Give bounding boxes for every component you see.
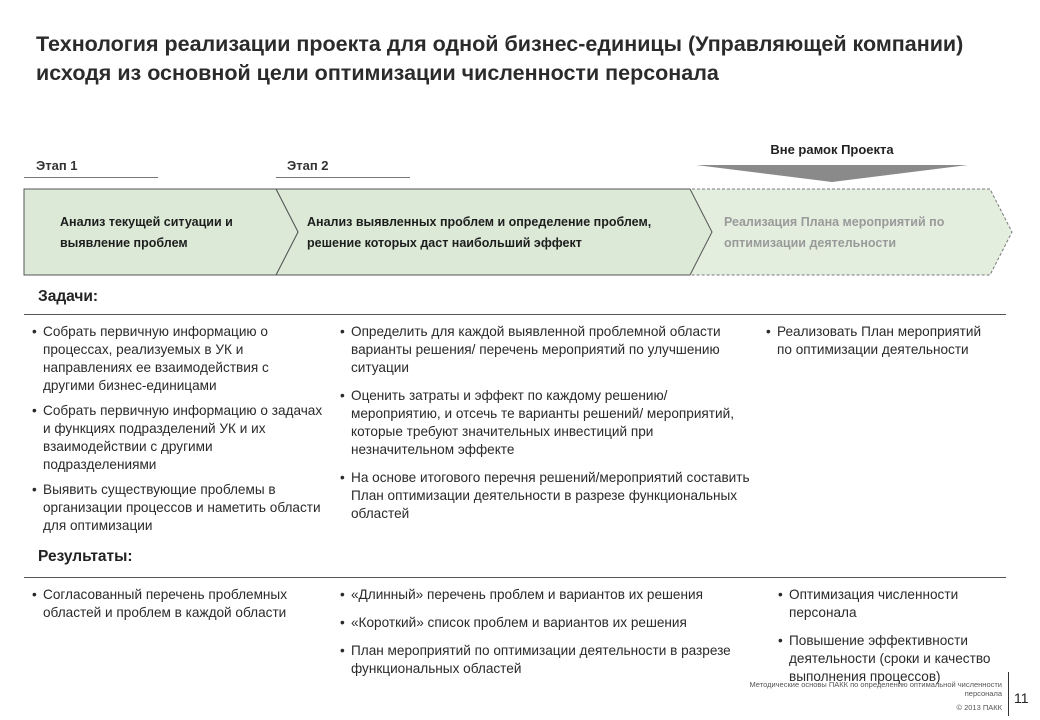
page-number: 11 <box>1014 690 1029 706</box>
page-title: Технология реализации проекта для одной бизнес-единицы (Управляющей компании) исходя из основной цели оптимизации численности персонала <box>36 32 964 85</box>
page-number-divider <box>1008 672 1009 716</box>
results-heading: Результаты: <box>38 548 133 565</box>
tasks-column-3 <box>766 323 992 366</box>
task-item: • Определить для каждой выявленной проблемной области варианты решения/ перечень мероприятий по улучшению ситуации <box>340 323 758 377</box>
task-item: • Собрать первичную информацию о задачах и функциях подразделений УК и их взаимодействии с другими подразделениями <box>32 402 324 474</box>
process-chevrons <box>0 0 1040 300</box>
results-column-2 <box>340 586 758 688</box>
chevron-1-text: Анализ текущей ситуации и выявление проблем <box>60 215 233 250</box>
result-item: • Согласованный перечень проблемных областей и проблем в каждой области <box>32 586 314 622</box>
outside-project-arrow <box>696 165 968 182</box>
task-item: • Оценить затраты и эффект по каждому решению/ мероприятию, и отсечь те варианты решений/ мероприятий, которые требуют значительных инвестиций при незначительном эффекте <box>340 387 758 459</box>
result-item: • «Длинный» перечень проблем и вариантов их решения <box>340 586 758 604</box>
tasks-heading: Задачи: <box>38 288 99 305</box>
footer-note: Методические основы ПАКК по определению оптимальной численности персонала <box>749 680 1002 698</box>
results-column-1 <box>32 586 314 629</box>
copyright: © 2013 ПАКК <box>956 703 1002 712</box>
task-item: • На основе итогового перечня решений/мероприятий составить План оптимизации деятельности в разрезе функциональных областей <box>340 469 758 523</box>
tasks-divider <box>24 314 1006 315</box>
outside-project-label: Вне рамок Проекта <box>770 142 894 157</box>
stage-2-label: Этап 2 <box>287 158 329 173</box>
task-item: • Выявить существующие проблемы в организации процессов и наметить области для оптимизации <box>32 481 324 535</box>
result-item: • «Короткий» список проблем и вариантов их решения <box>340 614 758 632</box>
result-item: • Повышение эффективности деятельности (сроки и качество выполнения процессов) <box>778 632 1004 686</box>
results-divider <box>24 577 1006 578</box>
tasks-column-1 <box>32 323 324 542</box>
result-item: • План мероприятий по оптимизации деятельности в разрезе функциональных областей <box>340 642 758 678</box>
result-item: • Оптимизация численности персонала <box>778 586 1004 622</box>
tasks-column-2 <box>340 323 758 533</box>
stage-1-label: Этап 1 <box>36 158 78 173</box>
chevron-2-text: Анализ выявленных проблем и определение проблем, решение которых даст наибольший эффект <box>307 215 652 250</box>
chevron-3-text: Реализация Плана мероприятий по оптимизации деятельности <box>724 215 945 250</box>
task-item: • Собрать первичную информацию о процессах, реализуемых в УК и направлениях ее взаимодействия с другими бизнес-единицами <box>32 323 324 395</box>
task-item: • Реализовать План мероприятий по оптимизации деятельности <box>766 323 992 359</box>
